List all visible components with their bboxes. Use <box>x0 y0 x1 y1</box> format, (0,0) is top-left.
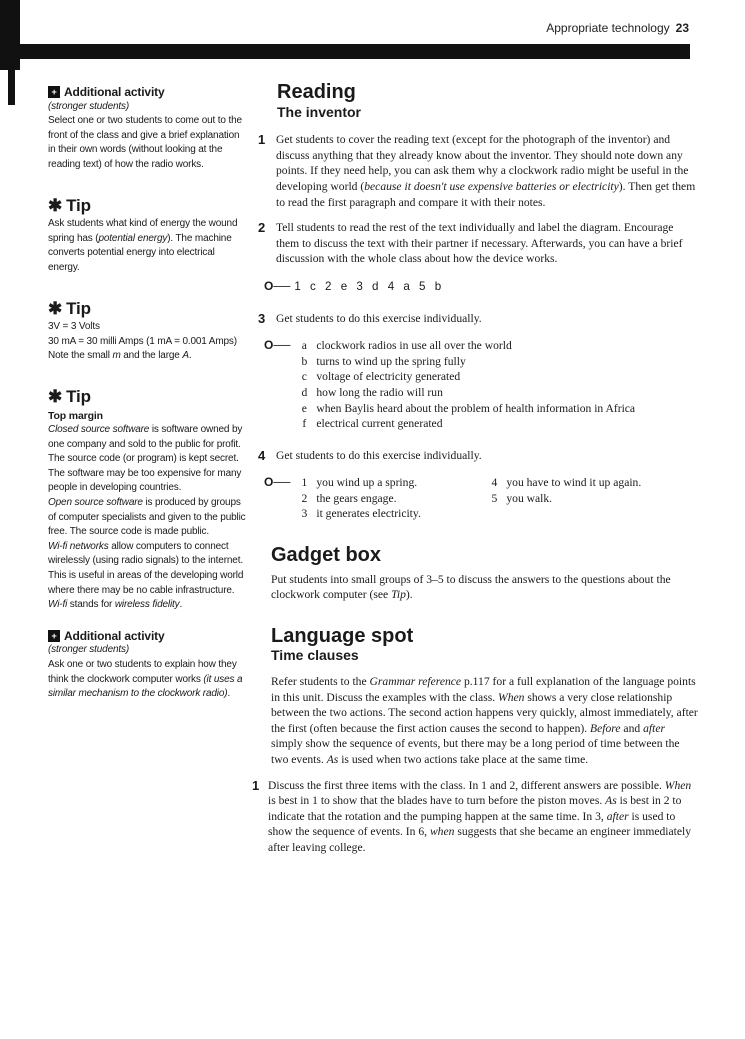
activity-title-text: Additional activity <box>64 85 165 99</box>
item-text: is best in 1 to show that the blades have to turn before the piston moves. <box>268 794 606 808</box>
activity-text-italic: (it uses a similar mechanism to the clockwork radio) <box>48 673 243 700</box>
text-part: p.117 for a full explanation of the language points in this unit. Discuss the examples with the class. <box>271 675 696 704</box>
tip-paragraph <box>48 540 248 613</box>
asterisk-icon: ✱ <box>48 386 63 406</box>
item-text-italic: after <box>606 809 629 823</box>
language-item-1 <box>252 778 698 856</box>
answer-label: a <box>301 339 307 353</box>
item-text: is used to show the sequence of events. In 6, <box>268 809 676 839</box>
tip-text-italic: m <box>112 350 121 362</box>
tip-text-part: Note the small <box>48 350 113 362</box>
gadget-heading: Gadget box <box>271 544 382 567</box>
tip-1 <box>48 195 248 276</box>
reading-item-2 <box>258 220 698 267</box>
answer-key-4 <box>258 475 698 522</box>
answer-text: the gears engage. <box>316 491 397 505</box>
sidebar <box>48 85 248 702</box>
answer-label: e <box>301 401 307 415</box>
additional-activity-1 <box>48 85 248 173</box>
answer-text: you wind up a spring. <box>316 476 418 490</box>
item-text: Tell students to read the rest of the text individually and label the diagram. Encourage them to discuss the text with their partner if necessary. Afterwards, you can have a brief discussion with the whole class about how the device works. <box>276 221 683 266</box>
answer-label: 5 <box>491 491 498 505</box>
tip-line: 3V = 3 Volts <box>48 321 100 333</box>
activity-text-part: Ask one or two students to explain how they think the clockwork computer works <box>48 659 237 685</box>
item-number: 2 <box>258 220 266 236</box>
answer-text: 1 c 2 e 3 d 4 a 5 b <box>294 279 442 293</box>
activity-text <box>48 658 248 702</box>
language-paragraph <box>271 674 698 768</box>
answer-item <box>300 506 450 522</box>
answer-text: you have to wind it up again. <box>506 476 642 490</box>
text-italic: As <box>326 753 339 766</box>
answer-columns <box>300 475 641 522</box>
answer-item <box>300 338 635 354</box>
asterisk-icon: ✱ <box>48 298 63 318</box>
key-icon: O── <box>264 338 291 353</box>
answer-list <box>300 338 635 432</box>
language-heading: Language spot <box>271 624 414 647</box>
tip-3 <box>48 386 248 613</box>
tip-text-part: is produced by groups of computer specialists and given to the public free. The source code is made public. <box>48 497 246 538</box>
answer-key-3 <box>258 338 698 432</box>
activity-subtitle: (stronger students) <box>48 644 130 656</box>
item-text-italic: because it doesn't use expensive batteries or electricity <box>364 179 619 193</box>
answer-label: c <box>301 370 307 384</box>
language-spot <box>258 624 698 768</box>
answer-list <box>490 475 641 522</box>
answer-text: electrical current generated <box>316 417 443 431</box>
item-number: 1 <box>258 132 266 148</box>
reading-subheading: The inventor <box>277 103 362 120</box>
gadget-text-italic: Tip <box>391 588 406 602</box>
activity-title <box>48 629 248 644</box>
text-part: Refer students to the <box>271 675 370 689</box>
answer-item <box>300 475 450 491</box>
answer-text: clockwork radios in use all over the world <box>316 339 512 353</box>
tip-text-italic: Wi-fi <box>48 599 68 611</box>
answer-text: voltage of electricity generated <box>316 370 461 384</box>
gadget-box <box>258 544 698 603</box>
answer-label: b <box>301 354 308 368</box>
reading-item-3 <box>258 311 698 327</box>
tip-title-text: Tip <box>66 386 91 406</box>
tip-paragraph <box>48 423 248 496</box>
tip-heading: Top margin <box>48 409 103 422</box>
answer-item <box>300 369 635 385</box>
tip-text-part: . <box>179 599 183 611</box>
tip-text-italic: Wi-fi networks <box>48 540 109 552</box>
text-italic: When <box>498 690 525 704</box>
header-bar <box>0 44 690 59</box>
tip-text-italic: wireless fidelity <box>114 599 180 611</box>
answer-label: d <box>301 385 308 399</box>
key-icon: O── <box>264 278 291 293</box>
item-text-italic: when <box>429 825 455 839</box>
item-text: Get students to cover the reading text (except for the photograph of the inventor) and discuss anything that they already know about the inventor. They should note down any points. If they need help, you can ask them why a clockwork radio might be useful in the developing world ( <box>276 133 689 193</box>
item-text-italic: As <box>605 794 617 808</box>
tip-text-part: and the large <box>120 350 183 362</box>
item-number: 1 <box>252 777 260 793</box>
tip-text-part: is software owned by one company and sold to the public for profit. The source code (or program) is kept secret. The software may be too expensive for many people in developing countries. <box>48 424 243 494</box>
answer-item <box>300 401 635 417</box>
text-italic: Before <box>590 721 621 735</box>
answer-label: f <box>302 417 307 431</box>
answer-text: turns to wind up the spring fully <box>316 354 466 368</box>
tip-title-text: Tip <box>66 195 91 215</box>
tip-title <box>48 386 248 406</box>
header-section: Appropriate technology <box>546 21 670 35</box>
item-text: is best in 2 to indicate that the rotation and the pumping happen at the same time. In 3, <box>268 794 682 823</box>
activity-subtitle: (stronger students) <box>48 100 130 112</box>
tip-text-part: Ask students what kind of energy the wound spring has ( <box>48 218 238 244</box>
item-number: 4 <box>258 447 266 463</box>
answer-label: 3 <box>301 507 308 521</box>
tip-text-italic: Open source software <box>48 497 143 509</box>
answer-item <box>300 491 450 507</box>
gadget-text-part: ). <box>405 588 413 602</box>
answer-label: 4 <box>491 476 498 490</box>
item-text: ). Then get them to read the first paragraph and compare it with their notes. <box>276 179 696 209</box>
answer-item <box>300 416 635 432</box>
item-text: Get students to do this exercise individually. <box>276 448 482 462</box>
tip-text-italic: potential energy <box>98 232 168 244</box>
language-subheading: Time clauses <box>271 647 359 664</box>
tip-line: 30 mA = 30 milli Amps (1 mA = 0.001 Amps) <box>48 335 237 347</box>
answer-text: you walk. <box>506 491 553 505</box>
answer-label: 1 <box>301 476 308 490</box>
asterisk-icon: ✱ <box>48 195 63 215</box>
item-text: Get students to do this exercise individually. <box>276 311 482 325</box>
answer-item <box>490 491 641 507</box>
answer-text: it generates electricity. <box>316 507 421 521</box>
item-text: Discuss the first three items with the class. In 1 and 2, different answers are possible. <box>268 778 665 792</box>
reading-heading: Reading <box>277 81 356 103</box>
activity-text: Select one or two students to come out to the front of the class and give a brief explanation in their own words (without looking at the reading text) of how the radio works. <box>48 115 242 170</box>
activity-title <box>48 85 248 100</box>
answer-item <box>300 385 635 401</box>
tip-text <box>48 217 248 275</box>
answer-text: how long the radio will run <box>316 385 443 399</box>
text-part: simply show the sequence of events, but there may be a long period of time between the two events. <box>271 737 680 766</box>
left-edge-bar <box>0 0 20 70</box>
tip-text-part: stands for <box>67 599 113 611</box>
answer-list <box>300 475 450 522</box>
answer-text: when Baylis heard about the problem of health information in Africa <box>316 401 636 415</box>
tip-paragraph <box>48 496 248 540</box>
reading-item-4 <box>258 448 698 464</box>
item-text: suggests that she became an engineer immediately after leaving college. <box>268 825 692 854</box>
main-column <box>252 81 698 856</box>
running-header <box>546 21 689 35</box>
item-number: 3 <box>258 310 266 326</box>
tip-text-italic: A <box>182 350 189 362</box>
tip-line <box>48 349 248 364</box>
item-text-italic: When <box>664 778 692 792</box>
text-italic: Grammar reference <box>369 675 462 689</box>
tip-text-part: . <box>188 350 192 362</box>
activity-title-text: Additional activity <box>64 628 165 643</box>
tip-title-text: Tip <box>66 298 91 318</box>
activity-text-part: . <box>227 688 231 700</box>
answer-label: 2 <box>301 491 308 505</box>
text-part: shows a very close relationship between the two actions. The second action happens very quickly, almost immediately, after the first (often because the first action causes the second to happen). <box>271 690 698 735</box>
tip-text-italic: Closed source software <box>48 424 150 436</box>
answer-item <box>300 354 635 370</box>
text-italic: after <box>643 721 665 735</box>
tip-text-part: ). The machine converts potential energy into electrical energy. <box>48 232 232 273</box>
key-icon: O── <box>264 475 291 490</box>
tip-title <box>48 298 248 318</box>
plus-box-icon: + <box>48 630 60 642</box>
text-part: is used when two actions take place at the same time. <box>338 753 589 766</box>
tip-title <box>48 195 248 215</box>
plus-box-icon: + <box>48 86 60 98</box>
page-number: 23 <box>675 21 689 35</box>
reading-item-1 <box>258 132 698 210</box>
tip-2 <box>48 298 248 364</box>
text-part: and <box>620 721 644 735</box>
gadget-text-part: Put students into small groups of 3–5 to discuss the answers to the questions about the clockwork computer (see <box>271 572 671 602</box>
tip-text-part: allow computers to connect wirelessly (using radio signals) to the internet. This is useful in areas of the developing world where there may be no cable infrastructure. <box>48 540 244 596</box>
answer-key-2 <box>258 279 698 295</box>
answer-item <box>490 475 641 491</box>
gadget-text <box>271 572 698 603</box>
additional-activity-2 <box>48 629 248 702</box>
